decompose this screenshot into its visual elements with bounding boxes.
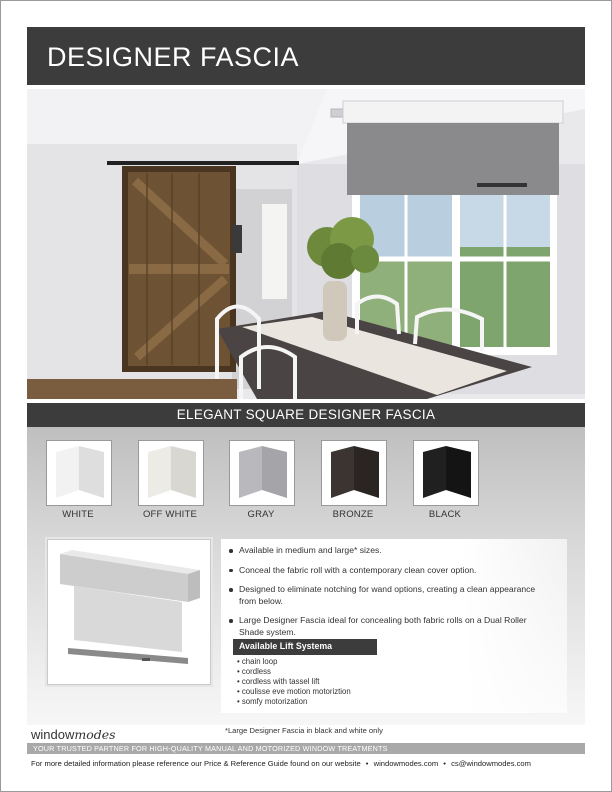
swatch-label: BRONZE (332, 509, 374, 520)
swatch-face (239, 446, 262, 498)
website-link[interactable]: windowmodes.com (373, 759, 439, 768)
lift-system-item: • somfy motorization (237, 697, 308, 706)
lift-system-item: • coulisse eve motion motoriztion (237, 687, 351, 696)
hero-photo (27, 89, 585, 399)
lift-systems-box (233, 639, 377, 707)
swatch-face (331, 446, 354, 498)
swatch-face (423, 446, 446, 498)
page-title: DESIGNER FASCIA (47, 42, 300, 72)
swatch-face (446, 446, 471, 498)
feature-item: Designed to eliminate notching for wand options, creating a clean appearance from below. (239, 584, 549, 607)
separator: • (443, 759, 446, 768)
swatch-black (414, 441, 478, 505)
brand-part-1: window (31, 727, 75, 742)
swatch-face (79, 446, 104, 498)
swatch-face (171, 446, 196, 498)
lift-system-item: • cordless (237, 667, 271, 676)
lift-systems-title: Available Lift Systema (233, 639, 377, 655)
swatch-label: BLACK (428, 509, 462, 520)
section-title-band (27, 403, 585, 427)
separator: • (365, 759, 369, 768)
swatch-face (262, 446, 287, 498)
tagline: YOUR TRUSTED PARTNER FOR HIGH-QUALITY MANUAL AND MOTORIZED WINDOW TREATMENTS (33, 744, 388, 753)
swatch-face (148, 446, 171, 498)
swatch-off-white (139, 441, 203, 505)
footnote: *Large Designer Fascia in black and white only (225, 726, 383, 735)
swatch-face (354, 446, 379, 498)
swatch-white (47, 441, 111, 505)
brand-logo (31, 727, 116, 742)
contact-info (31, 759, 531, 768)
info-text: For more detailed information please reference our Price & Reference Guide found on our website (31, 759, 361, 768)
swatch-label: WHITE (62, 509, 94, 520)
swatch-label: GRAY (247, 509, 275, 520)
fascia-product-image (47, 539, 211, 685)
feature-item: Conceal the fabric roll with a contemporary clean cover option. (239, 565, 549, 577)
lift-system-item: • chain loop (237, 657, 278, 666)
lift-system-item: • cordless with tassel lift (237, 677, 320, 686)
feature-item: Large Designer Fascia ideal for concealing both fabric rolls on a Dual Roller Shade system. (239, 615, 549, 638)
brand-part-2: modes (74, 727, 116, 742)
swatch-face (56, 446, 79, 498)
swatch-gray (230, 441, 294, 505)
section-title: ELEGANT SQUARE DESIGNER FASCIA (176, 407, 436, 422)
email-link[interactable]: cs@windowmodes.com (451, 759, 531, 768)
swatch-label: OFF WHITE (142, 509, 198, 520)
swatch-bronze (322, 441, 386, 505)
title-bar (27, 27, 585, 85)
feature-item: Available in medium and large* sizes. (239, 545, 549, 557)
tagline-band (27, 743, 585, 754)
